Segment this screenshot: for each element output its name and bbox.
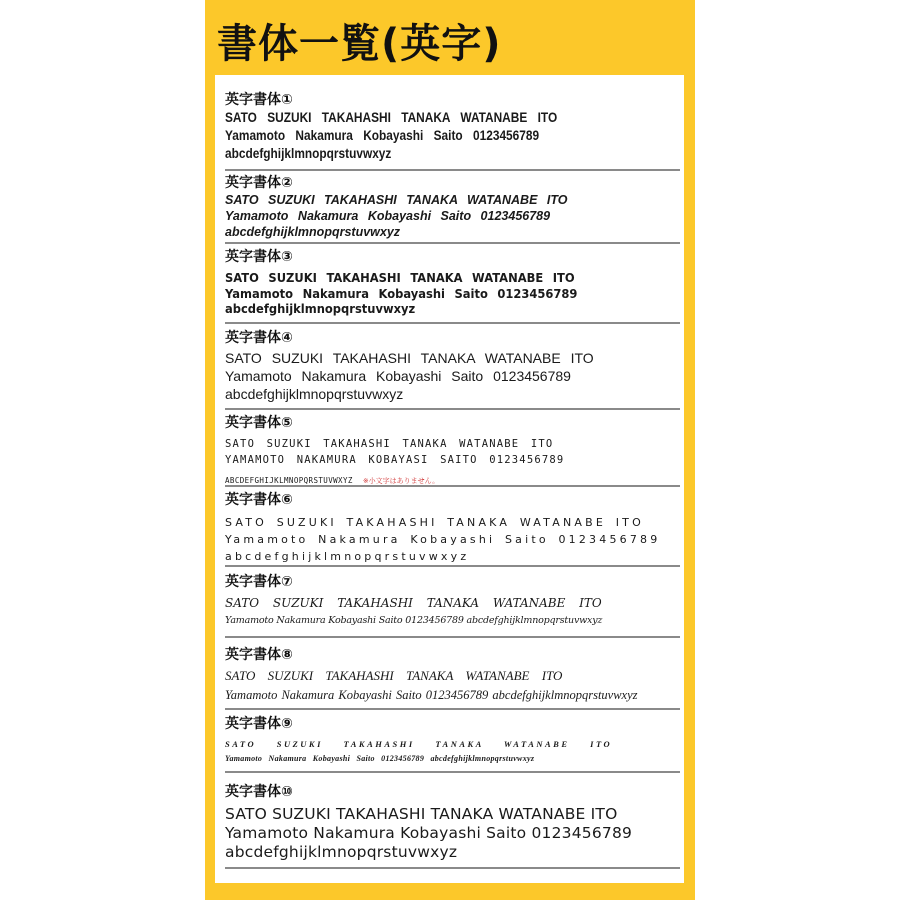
font-entry-10 [225, 783, 680, 869]
sample-names-digits: Yamamoto Nakamura Kobayashi Saito 0123456789 [225, 368, 571, 384]
sample-names-digits-lowercase: Yamamoto Nakamura Kobayashi Saito 0123456789 abcdefghijklmnopqrstuvwxyz [225, 615, 603, 626]
sample-uppercase: SATO SUZUKI TAKAHASHI TANAKA WATANABE ITO [225, 805, 618, 823]
font-label: 英字書体⑨ [225, 716, 293, 732]
sample-names-digits: Yamamoto Nakamura Kobayashi Saito 0123456789 [225, 533, 661, 546]
sample-uppercase: SATO SUZUKI TAKAHASHI TANAKA WATANABE ITO [225, 193, 568, 207]
sample-uppercase: SATO SUZUKI TAKAHASHI TANAKA WATANABE ITO [225, 350, 594, 366]
sample-lowercase: abcdefghijklmnopqrstuvwxyz [225, 386, 404, 402]
sample-alphabet: ABCDEFGHIJKLMNOPQRSTUVWXYZ [225, 476, 353, 485]
sample-names-digits: YAMAMOTO NAKAMURA KOBAYASI SAITO 0123456789 [225, 454, 565, 466]
sample-uppercase: SATO SUZUKI TAKAHASHI TANAKA WATANABE ITO [225, 270, 575, 285]
sample-uppercase: SATO SUZUKI TAKAHASHI TANAKA WATANABE ITO [225, 516, 644, 529]
sample-names-digits: Yamamoto Nakamura Kobayashi Saito 0123456789 [225, 285, 578, 301]
font-entry-2 [225, 174, 680, 244]
sample-uppercase: SATO SUZUKI TAKAHASHI TANAKA WATANABE ITO [225, 110, 558, 125]
font-label: 英字書体① [225, 92, 293, 108]
font-label: 英字書体③ [225, 249, 293, 265]
sample-names-digits-lowercase: Yamamoto Nakamura Kobayashi Saito 0123456789 abcdefghijklmnopqrstuvwxyz [225, 688, 638, 702]
sample-lowercase: abcdefghijklmnopqrstuvwxyz [225, 843, 458, 861]
sample-uppercase: SATO SUZUKI TAKAHASHI TANAKA WATANABE ITO [225, 596, 602, 610]
font-label: 英字書体⑥ [225, 492, 293, 508]
font-entry-5 [225, 414, 680, 487]
no-lowercase-note: ※小文字はありません。 [362, 477, 440, 485]
sample-names-digits-lowercase: Yamamoto Nakamura Kobayashi Saito 0123456789 abcdefghijklmnopqrstuvwxyz [225, 754, 535, 763]
font-label: 英字書体② [225, 175, 293, 191]
sample-names-digits: Yamamoto Nakamura Kobayashi Saito 0123456789 [225, 824, 633, 842]
font-entry-9 [225, 715, 680, 773]
font-entry-1 [225, 91, 680, 171]
font-entry-8 [225, 646, 680, 710]
sample-alphabet-row [225, 468, 680, 487]
sample-lowercase: abcdefghijklmnopqrstuvwxyz [225, 550, 470, 563]
font-label: 英字書体⑩ [225, 784, 293, 800]
font-entry-4 [225, 329, 680, 410]
sample-lowercase: abcdefghijklmnopqrstuvwxyz [225, 225, 401, 239]
font-entry-6 [225, 491, 680, 567]
sample-names-digits: Yamamoto Nakamura Kobayashi Saito 0123456789 [225, 128, 540, 143]
font-label: 英字書体⑦ [225, 574, 293, 590]
sample-uppercase: SATO SUZUKI TAKAHASHI TANAKA WATANABE ITO [225, 668, 563, 683]
font-label: 英字書体⑧ [225, 647, 293, 663]
sample-names-digits: Yamamoto Nakamura Kobayashi Saito 0123456789 [225, 209, 551, 223]
font-entry-3 [225, 248, 680, 324]
sample-uppercase: SATO SUZUKI TAKAHASHI TANAKA WATANABE ITO [225, 739, 613, 749]
font-label: 英字書体⑤ [225, 415, 293, 431]
font-list-panel [205, 0, 695, 900]
font-entry-7 [225, 573, 680, 638]
font-sample-sheet [215, 75, 684, 883]
font-label: 英字書体④ [225, 330, 293, 346]
page-title: 書体一覧(英字) [217, 21, 502, 67]
sample-lowercase: abcdefghijklmnopqrstuvwxyz [225, 301, 416, 316]
sample-uppercase: SATO SUZUKI TAKAHASHI TANAKA WATANABE ITO [225, 438, 554, 450]
sample-lowercase: abcdefghijklmnopqrstuvwxyz [225, 146, 392, 161]
